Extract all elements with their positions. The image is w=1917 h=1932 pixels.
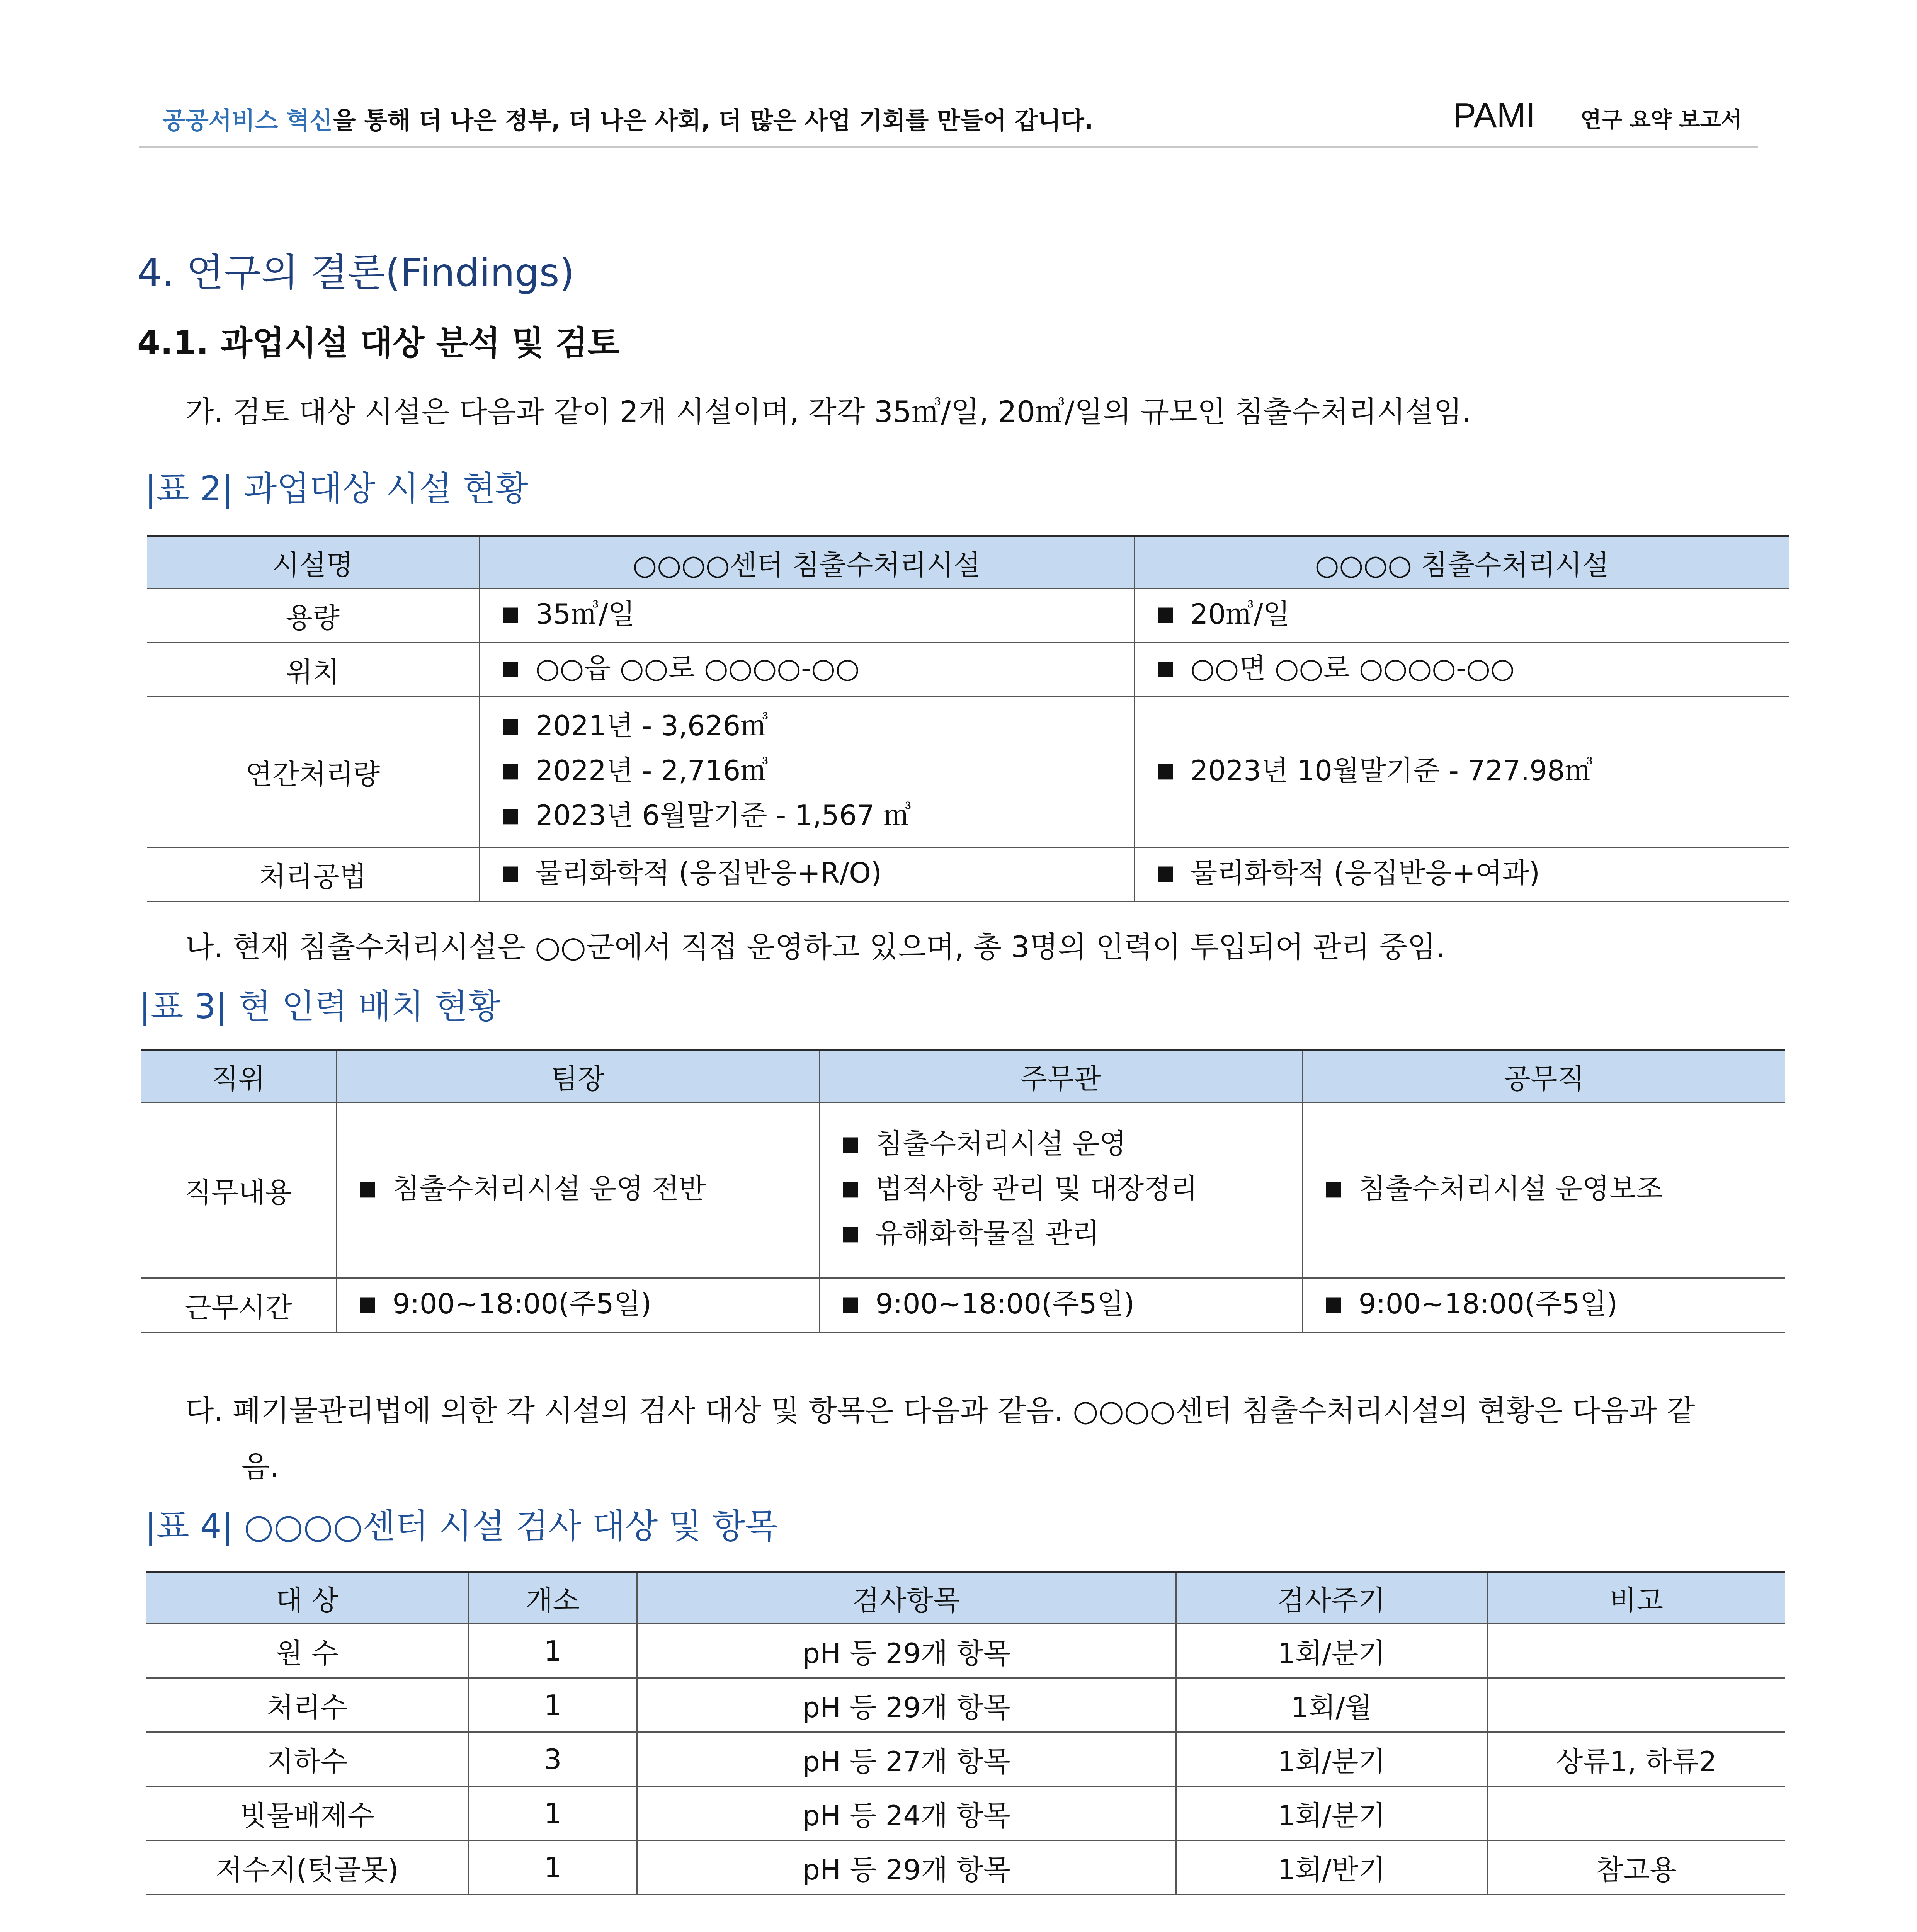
bullet-item: ■ 유해화학물질 관리 [841,1213,1302,1257]
row-label: 용량 [147,588,479,643]
table-row [146,1678,1785,1732]
cell [1134,643,1789,697]
cell [479,697,1134,847]
bullet-item: ■ 20㎥/일 [1156,593,1789,638]
table-row [146,1624,1785,1678]
bullet-item: ■ 2021년 - 3,626㎥ [501,705,1134,750]
cell: 상류1, 하류2 [1487,1732,1785,1786]
cell [336,1278,819,1332]
bullet-item: ■ ○○면 ○○로 ○○○○-○○ [1156,647,1789,692]
cell: pH 등 29개 항목 [637,1678,1176,1732]
paragraph-na: 나. 현재 침출수처리시설은 ○○군에서 직접 운영하고 있으며, 총 3명의 인력이 투입되어 관리 중임. [185,930,1445,964]
table-row [146,1732,1785,1786]
bullet-item: ■ 2022년 - 2,716㎥ [501,750,1134,794]
bullet-item: ■ 9:00~18:00(주5일) [1324,1283,1786,1328]
row-label: 연간처리량 [147,697,479,847]
bullet-item: ■ 침출수처리시설 운영 [841,1123,1302,1168]
cell: pH 등 29개 항목 [637,1840,1176,1895]
cell: 1회/분기 [1176,1624,1487,1678]
cell [479,847,1134,901]
table-header-cell: 대 상 [146,1572,469,1624]
cell: 3 [469,1732,637,1786]
bullet-item: ■ 침출수처리시설 운영 전반 [358,1168,819,1213]
cell [479,588,1134,643]
row-label: 직무내용 [141,1102,336,1278]
table2-caption: |표 2| 과업대상 시설 현황 [145,469,529,509]
cell: 1회/분기 [1176,1732,1487,1786]
cell [1487,1786,1785,1840]
row-label: 위치 [147,643,479,697]
header-slogan [162,101,1093,136]
table3-caption: |표 3| 현 인력 배치 현황 [139,986,501,1026]
cell: 처리수 [146,1678,469,1732]
bullet-item: ■ 법적사항 관리 및 대장정리 [841,1168,1302,1213]
paragraph-ga: 가. 검토 대상 시설은 다음과 같이 2개 시설이며, 각각 35㎥/일, 20㎥/일의 규모인 침출수처리시설임. [185,395,1471,429]
cell: 참고용 [1487,1840,1785,1895]
table-header-cell: 주무관 [819,1050,1302,1102]
cell [479,643,1134,697]
cell [336,1102,819,1278]
cell [819,1102,1302,1278]
row-label: 근무시간 [141,1278,336,1332]
table-row [147,697,1789,847]
bullet-item: ■ 9:00~18:00(주5일) [841,1283,1302,1328]
facility-status-table [147,535,1789,902]
cell: 빗물배제수 [146,1786,469,1840]
header-brand: PAMI [1453,96,1536,135]
cell: 1회/분기 [1176,1786,1487,1840]
table-row [146,1786,1785,1840]
table-row [146,1840,1785,1895]
table-header-cell: 비고 [1487,1572,1785,1624]
cell [1134,588,1789,643]
bullet-item: ■ 물리화학적 (응집반응+여과) [1156,852,1789,897]
cell [1134,697,1789,847]
cell: 지하수 [146,1732,469,1786]
cell: 저수지(텃골못) [146,1840,469,1895]
table-row [147,643,1789,697]
paragraph-da-line2: 음. [242,1449,279,1484]
table4-caption: |표 4| ○○○○센터 시설 검사 대상 및 항목 [145,1506,778,1546]
cell: 원 수 [146,1624,469,1678]
cell [1487,1624,1785,1678]
bullet-item: ■ 물리화학적 (응집반응+R/O) [501,852,1134,897]
table-header-cell: ○○○○ 침출수처리시설 [1134,536,1789,588]
table-row [147,588,1789,643]
header-report-type: 연구 요약 보고서 [1580,107,1742,133]
header-slogan-highlight: 공공서비스 혁신 [162,106,333,134]
staffing-table [141,1049,1785,1333]
bullet-item: ■ 9:00~18:00(주5일) [358,1283,819,1328]
table-header-cell: 검사항목 [637,1572,1176,1624]
cell: 1 [469,1840,637,1895]
header-slogan-rest: 을 통해 더 나은 정부, 더 나은 사회, 더 많은 사업 기회를 만들어 갑니다. [332,106,1094,134]
cell: pH 등 27개 항목 [637,1732,1176,1786]
table-header-cell: 개소 [469,1572,637,1624]
row-label: 처리공법 [147,847,479,901]
cell: 1회/반기 [1176,1840,1487,1895]
cell: pH 등 24개 항목 [637,1786,1176,1840]
cell: 1 [469,1678,637,1732]
table-row [141,1102,1785,1278]
cell [1134,847,1789,901]
table-header-cell: 공무직 [1302,1050,1785,1102]
table-header-cell: ○○○○센터 침출수처리시설 [479,536,1134,588]
header-divider [139,146,1758,148]
table-row [147,847,1789,901]
bullet-item: ■ 2023년 10월말기준 - 727.98㎥ [1156,750,1789,794]
table-header-row [147,536,1789,588]
table-header-row [146,1572,1785,1624]
bullet-item: ■ 35㎥/일 [501,593,1134,638]
cell: 1 [469,1624,637,1678]
paragraph-da-line1: 다. 폐기물관리법에 의한 각 시설의 검사 대상 및 항목은 다음과 같음. ○○○○센터 침출수처리시설의 현황은 다음과 같 [185,1393,1695,1428]
table-header-cell: 팀장 [336,1050,819,1102]
subsection-title: 4.1. 과업시설 대상 분석 및 검토 [137,324,620,362]
cell [1302,1278,1785,1332]
table-header-cell: 직위 [141,1050,336,1102]
table-header-cell: 검사주기 [1176,1572,1487,1624]
table-header-cell: 시설명 [147,536,479,588]
cell: 1 [469,1786,637,1840]
bullet-item: ■ ○○읍 ○○로 ○○○○-○○ [501,647,1134,692]
table-header-row [141,1050,1785,1102]
bullet-item: ■ 침출수처리시설 운영보조 [1324,1168,1786,1213]
cell: 1회/월 [1176,1678,1487,1732]
cell: pH 등 29개 항목 [637,1624,1176,1678]
cell [819,1278,1302,1332]
cell [1487,1678,1785,1732]
inspection-table-center [146,1571,1785,1895]
table-row [141,1278,1785,1332]
cell [1302,1102,1785,1278]
section-title: 4. 연구의 결론(Findings) [137,250,575,295]
bullet-item: ■ 2023년 6월말기준 - 1,567 ㎥ [501,794,1134,839]
